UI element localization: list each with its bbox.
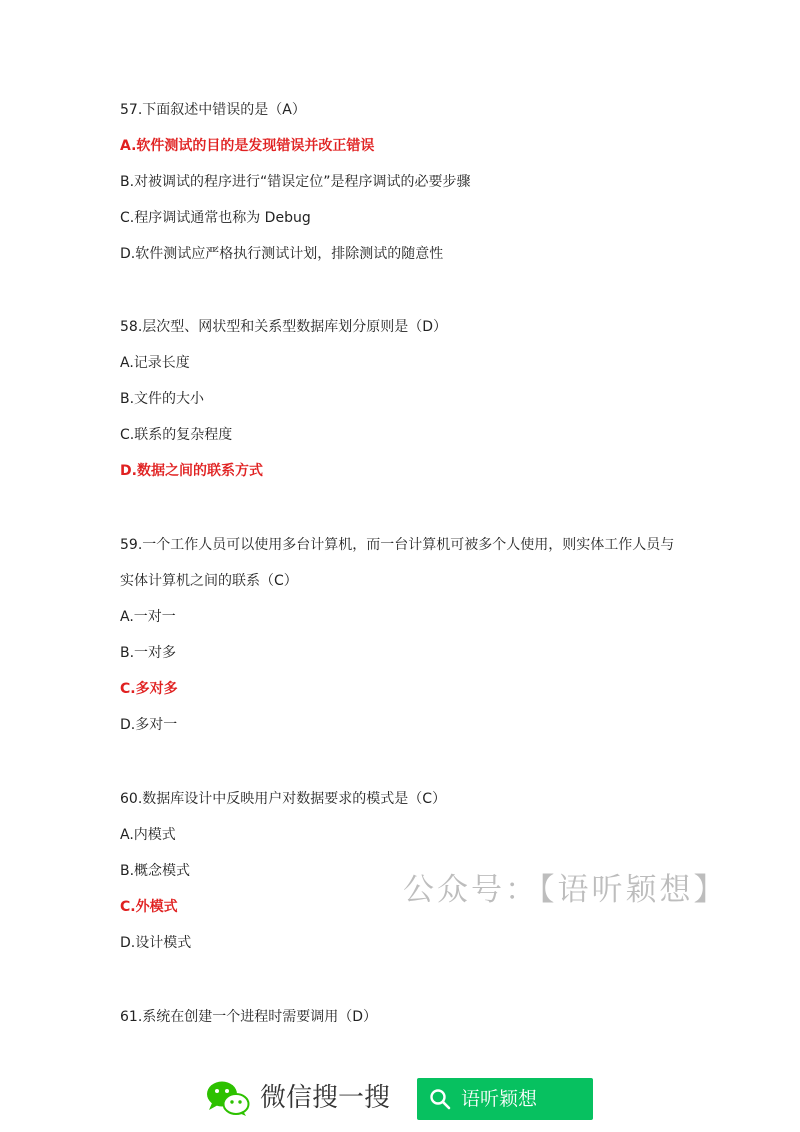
option-c: C.程序调试通常也称为 Debug bbox=[120, 210, 311, 226]
wechat-search-label: 微信搜一搜 bbox=[260, 1083, 391, 1113]
question-text: 61.系统在创建一个进程时需要调用（D） bbox=[120, 1009, 378, 1025]
option-b: B.对被调试的程序进行“错误定位”是程序调试的必要步骤 bbox=[120, 174, 471, 190]
option-c-correct: C.多对多 bbox=[120, 681, 178, 697]
option-b: B.文件的大小 bbox=[120, 391, 205, 407]
search-box[interactable] bbox=[417, 1078, 593, 1120]
option-a: A.内模式 bbox=[120, 827, 176, 843]
option-d: D.软件测试应严格执行测试计划，排除测试的随意性 bbox=[120, 246, 444, 262]
option-d-correct: D.数据之间的联系方式 bbox=[120, 463, 263, 479]
option-d: D.设计模式 bbox=[120, 935, 192, 951]
option-b: B.一对多 bbox=[120, 645, 177, 661]
question-text-continued: 实体计算机之间的联系（C） bbox=[120, 573, 298, 589]
question-text: 58.层次型、网状型和关系型数据库划分原则是（D） bbox=[120, 319, 448, 335]
option-c-correct: C.外模式 bbox=[120, 899, 178, 915]
question-text: 60.数据库设计中反映用户对数据要求的模式是（C） bbox=[120, 791, 447, 807]
option-b: B.概念模式 bbox=[120, 863, 191, 879]
question-text: 59.一个工作人员可以使用多台计算机，而一台计算机可被多个人使用，则实体工作人员与 bbox=[120, 537, 675, 553]
watermark: 公众号：【语听颖想】 bbox=[403, 872, 728, 908]
option-a: A.记录长度 bbox=[120, 355, 190, 371]
wechat-icon bbox=[205, 1078, 251, 1118]
option-a: A.一对一 bbox=[120, 609, 176, 625]
option-d: D.多对一 bbox=[120, 717, 178, 733]
option-c: C.联系的复杂程度 bbox=[120, 427, 233, 443]
search-query-text: 语听颖想 bbox=[461, 1088, 538, 1110]
option-a-correct: A.软件测试的目的是发现错误并改正错误 bbox=[120, 138, 375, 154]
search-icon bbox=[429, 1088, 451, 1110]
question-text: 57.下面叙述中错误的是（A） bbox=[120, 102, 306, 118]
